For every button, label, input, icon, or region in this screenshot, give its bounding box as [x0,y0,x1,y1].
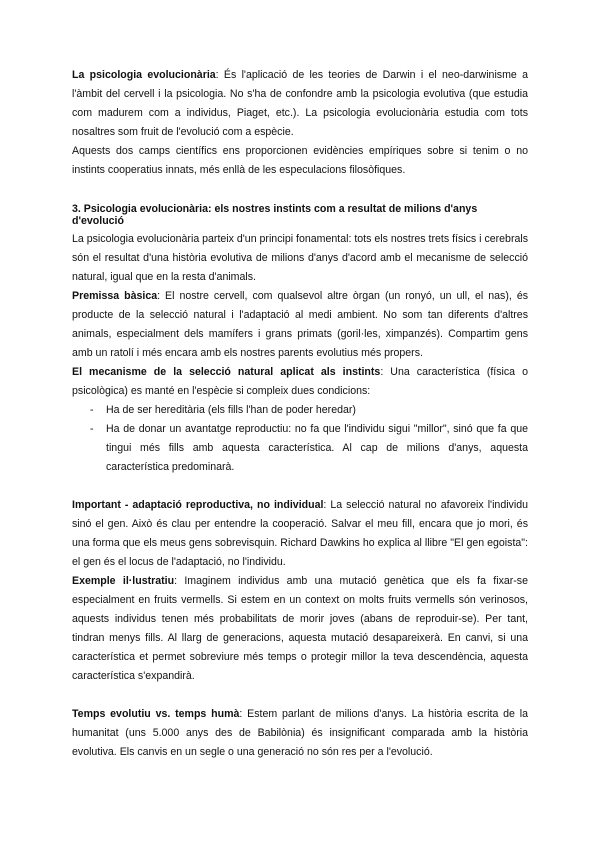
paragraph-temps [72,705,528,762]
exemple-text: : Imaginem individus amb una mutació genètica que els fa fixar-se especialment en fruits vermells. Si estem en un context on molts fruits vermells són verinosos, aquests individus tenen més probabilitats de morir joves (abans de reproduir-se). Per tant, tindran menys fills. Al llarg de generacions, aquesta mutació desapareixerà. En canvi, si una característica et permet sobreviure més temps o protegir millor la teva descendència, aquesta característica s'expandirà. [72,575,528,682]
paragraph-camps-cientifics: Aquests dos camps científics ens proporcionen evidències empíriques sobre si tenim o no instints cooperatius innats, més enllà de les especulacions filosòfiques. [72,145,528,176]
spacer [72,477,528,496]
term-exemple: Exemple il·lustratiu [72,575,175,587]
term-mecanisme: El mecanisme de la selecció natural aplicat als instints [72,366,381,378]
definition-text: : És l'aplicació de les teories de Darwin i el neo-darwinisme a l'àmbit del cervell i la psicologia. No s'ha de confondre amb la psicologia evolutiva (que estudia com madurem com a individus, Piaget, etc.). La psicologia evolucionària estudia com tots nosaltres som fruit de l'evolució com a espècie. [72,69,529,138]
list-item [72,420,528,477]
paragraph-mecanisme [72,363,528,401]
spacer [72,180,528,199]
paragraph-exemple [72,572,528,686]
mecanisme-text: : Una característica (física o psicològica) es manté en l'espècie si compleix dues condicions: [72,366,528,397]
term-premissa: Premissa bàsica [72,290,158,302]
condition-text: Ha de donar un avantatge reproductiu: no fa que l'individu sigui "millor", sinó que fa que tingui més fills amb aquesta característica. Al cap de milions d'anys, aquesta característica predominarà. [106,423,528,473]
term-important: Important - adaptació reproductiva, no individual [72,499,324,511]
paragraph-psicologia-evolucionaria [72,66,528,142]
term-psicologia-evolucionaria: La psicologia evolucionària [72,69,216,81]
paragraph-intro: La psicologia evolucionària parteix d'un principi fonamental: tots els nostres trets físics i cerebrals són el resultat d'una història evolutiva de milions d'anys d'acord amb el mecanisme de selecció natural, igual que en la resta d'animals. [72,233,529,283]
paragraph-premissa [72,287,528,363]
list-item [72,401,528,420]
section-heading: 3. Psicologia evolucionària: els nostres instints com a resultat de milions d'anys d'evolució [72,203,478,227]
important-text: : La selecció natural no afavoreix l'individu sinó el gen. Això és clau per entendre la cooperació. Salvar el meu fill, encara que jo mori, és una forma que els meus gens sobrevisquin. Richard Dawkins ho explica al llibre "El gen egoista": el gen és el locus de l'adaptació, no l'individu. [72,499,528,568]
spacer [72,686,528,705]
premissa-text: : El nostre cervell, com qualsevol altre òrgan (un ronyó, un ull, el nas), és producte de la selecció natural i l'adaptació al medi ambient. No som tan diferents d'altres animals, especialment dels mamífers i grans primats (goril·les, ximpanzés). Compartim gens amb un ratolí i més encara amb els nostres parents evolutius més propers. [72,290,529,359]
dash-bullet: - [90,423,94,435]
term-temps: Temps evolutiu vs. temps humà [72,708,240,720]
paragraph-important [72,496,528,572]
conditions-list [72,401,528,477]
temps-text: : Estem parlant de milions d'anys. La història escrita de la humanitat (uns 5.000 anys des de Babilònia) és insignificant comparada amb la història evolutiva. Els canvis en un segle o una generació no són res per a l'evolució. [72,708,528,758]
condition-text: Ha de ser hereditària (els fills l'han de poder heredar) [106,404,356,416]
dash-bullet: - [90,404,94,416]
